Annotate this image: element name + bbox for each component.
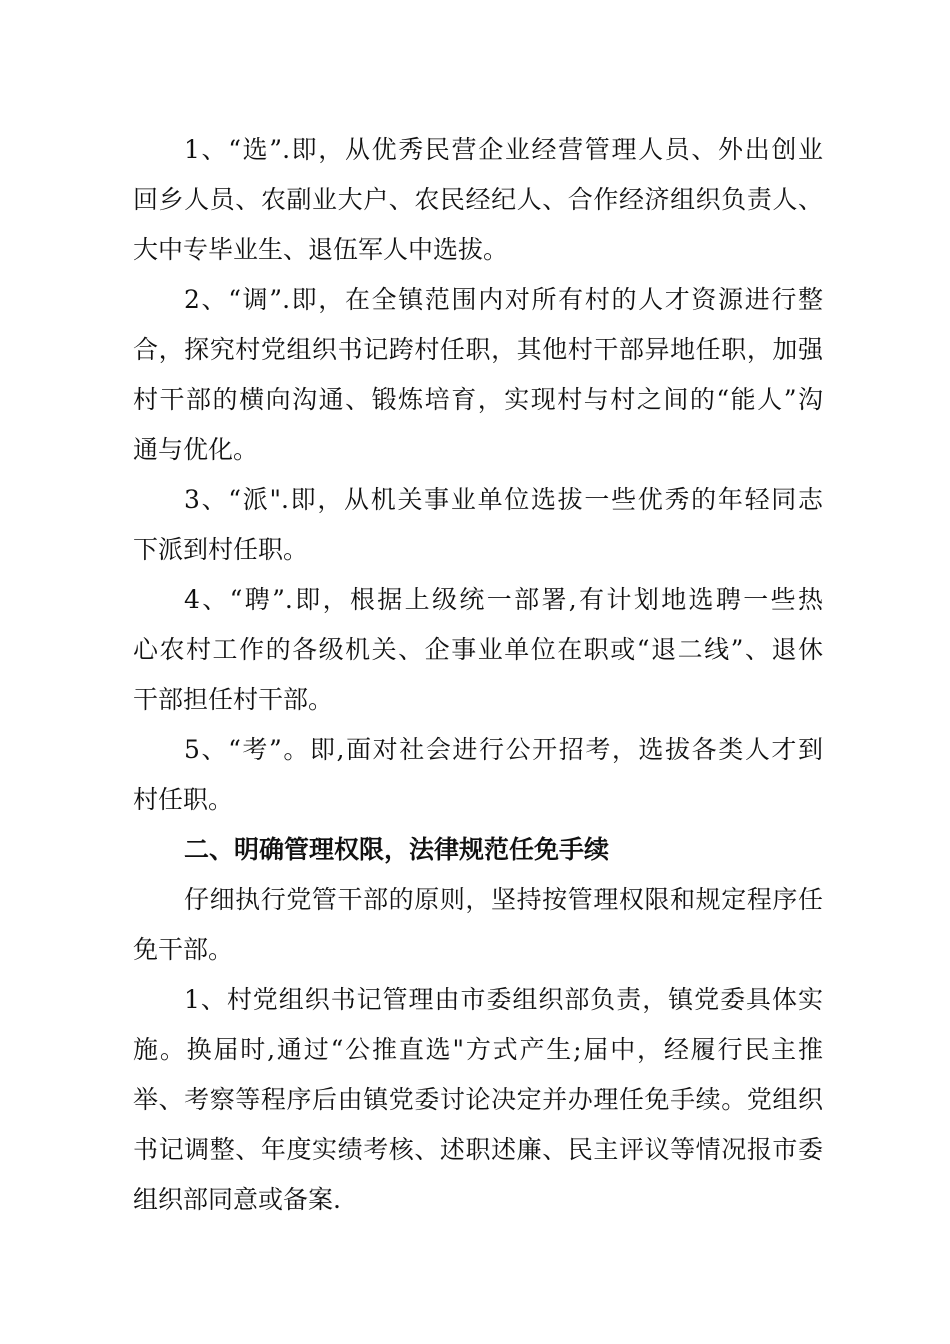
section-heading: 二、明确管理权限，法律规范任免手续 <box>184 835 610 864</box>
paragraph-line: 村任职。 <box>133 785 234 814</box>
paragraph-line: 下派到村任职。 <box>133 535 309 564</box>
paragraph-line: 5、“考”。即,面对社会进行公开招考，选拔各类人才到 <box>184 735 823 764</box>
paragraph-line: 大中专毕业生、退伍军人中选拔。 <box>133 235 509 264</box>
paragraph-line: 1、村党组织书记管理由市委组织部负责，镇党委具体实 <box>184 985 823 1014</box>
paragraph-line: 合，探究村党组织书记跨村任职，其他村干部异地任职，加强 <box>133 335 823 364</box>
paragraph-line: 回乡人员、农副业大户、农民经纪人、合作经济组织负责人、 <box>133 185 823 214</box>
paragraph-line: 仔细执行党管干部的原则，坚持按管理权限和规定程序任 <box>184 885 823 914</box>
paragraph-line: 干部担任村干部。 <box>133 685 334 714</box>
paragraph-line: 村干部的横向沟通、锻炼培育，实现村与村之间的“能人”沟 <box>133 385 823 414</box>
paragraph-line: 心农村工作的各级机关、企事业单位在职或“退二线”、退休 <box>133 635 823 664</box>
paragraph-line: 2、“调”.即，在全镇范围内对所有村的人才资源进行整 <box>184 285 823 314</box>
paragraph-line: 组织部同意或备案. <box>133 1185 341 1214</box>
paragraph-line: 通与优化。 <box>133 435 259 464</box>
paragraph-line: 1、“选”.即，从优秀民营企业经营管理人员、外出创业 <box>184 135 823 164</box>
paragraph-line: 3、“派".即，从机关事业单位选拔一些优秀的年轻同志 <box>184 485 823 514</box>
paragraph-line: 4、“聘”.即，根据上级统一部署,有计划地选聘一些热 <box>184 585 823 614</box>
paragraph-line: 书记调整、年度实绩考核、述职述廉、民主评议等情况报市委 <box>133 1135 823 1164</box>
paragraph-line: 施。换届时,通过“公推直选"方式产生;届中，经履行民主推 <box>133 1035 823 1064</box>
paragraph-line: 举、考察等程序后由镇党委讨论决定并办理任免手续。党组织 <box>133 1085 823 1114</box>
paragraph-line: 免干部。 <box>133 935 234 964</box>
